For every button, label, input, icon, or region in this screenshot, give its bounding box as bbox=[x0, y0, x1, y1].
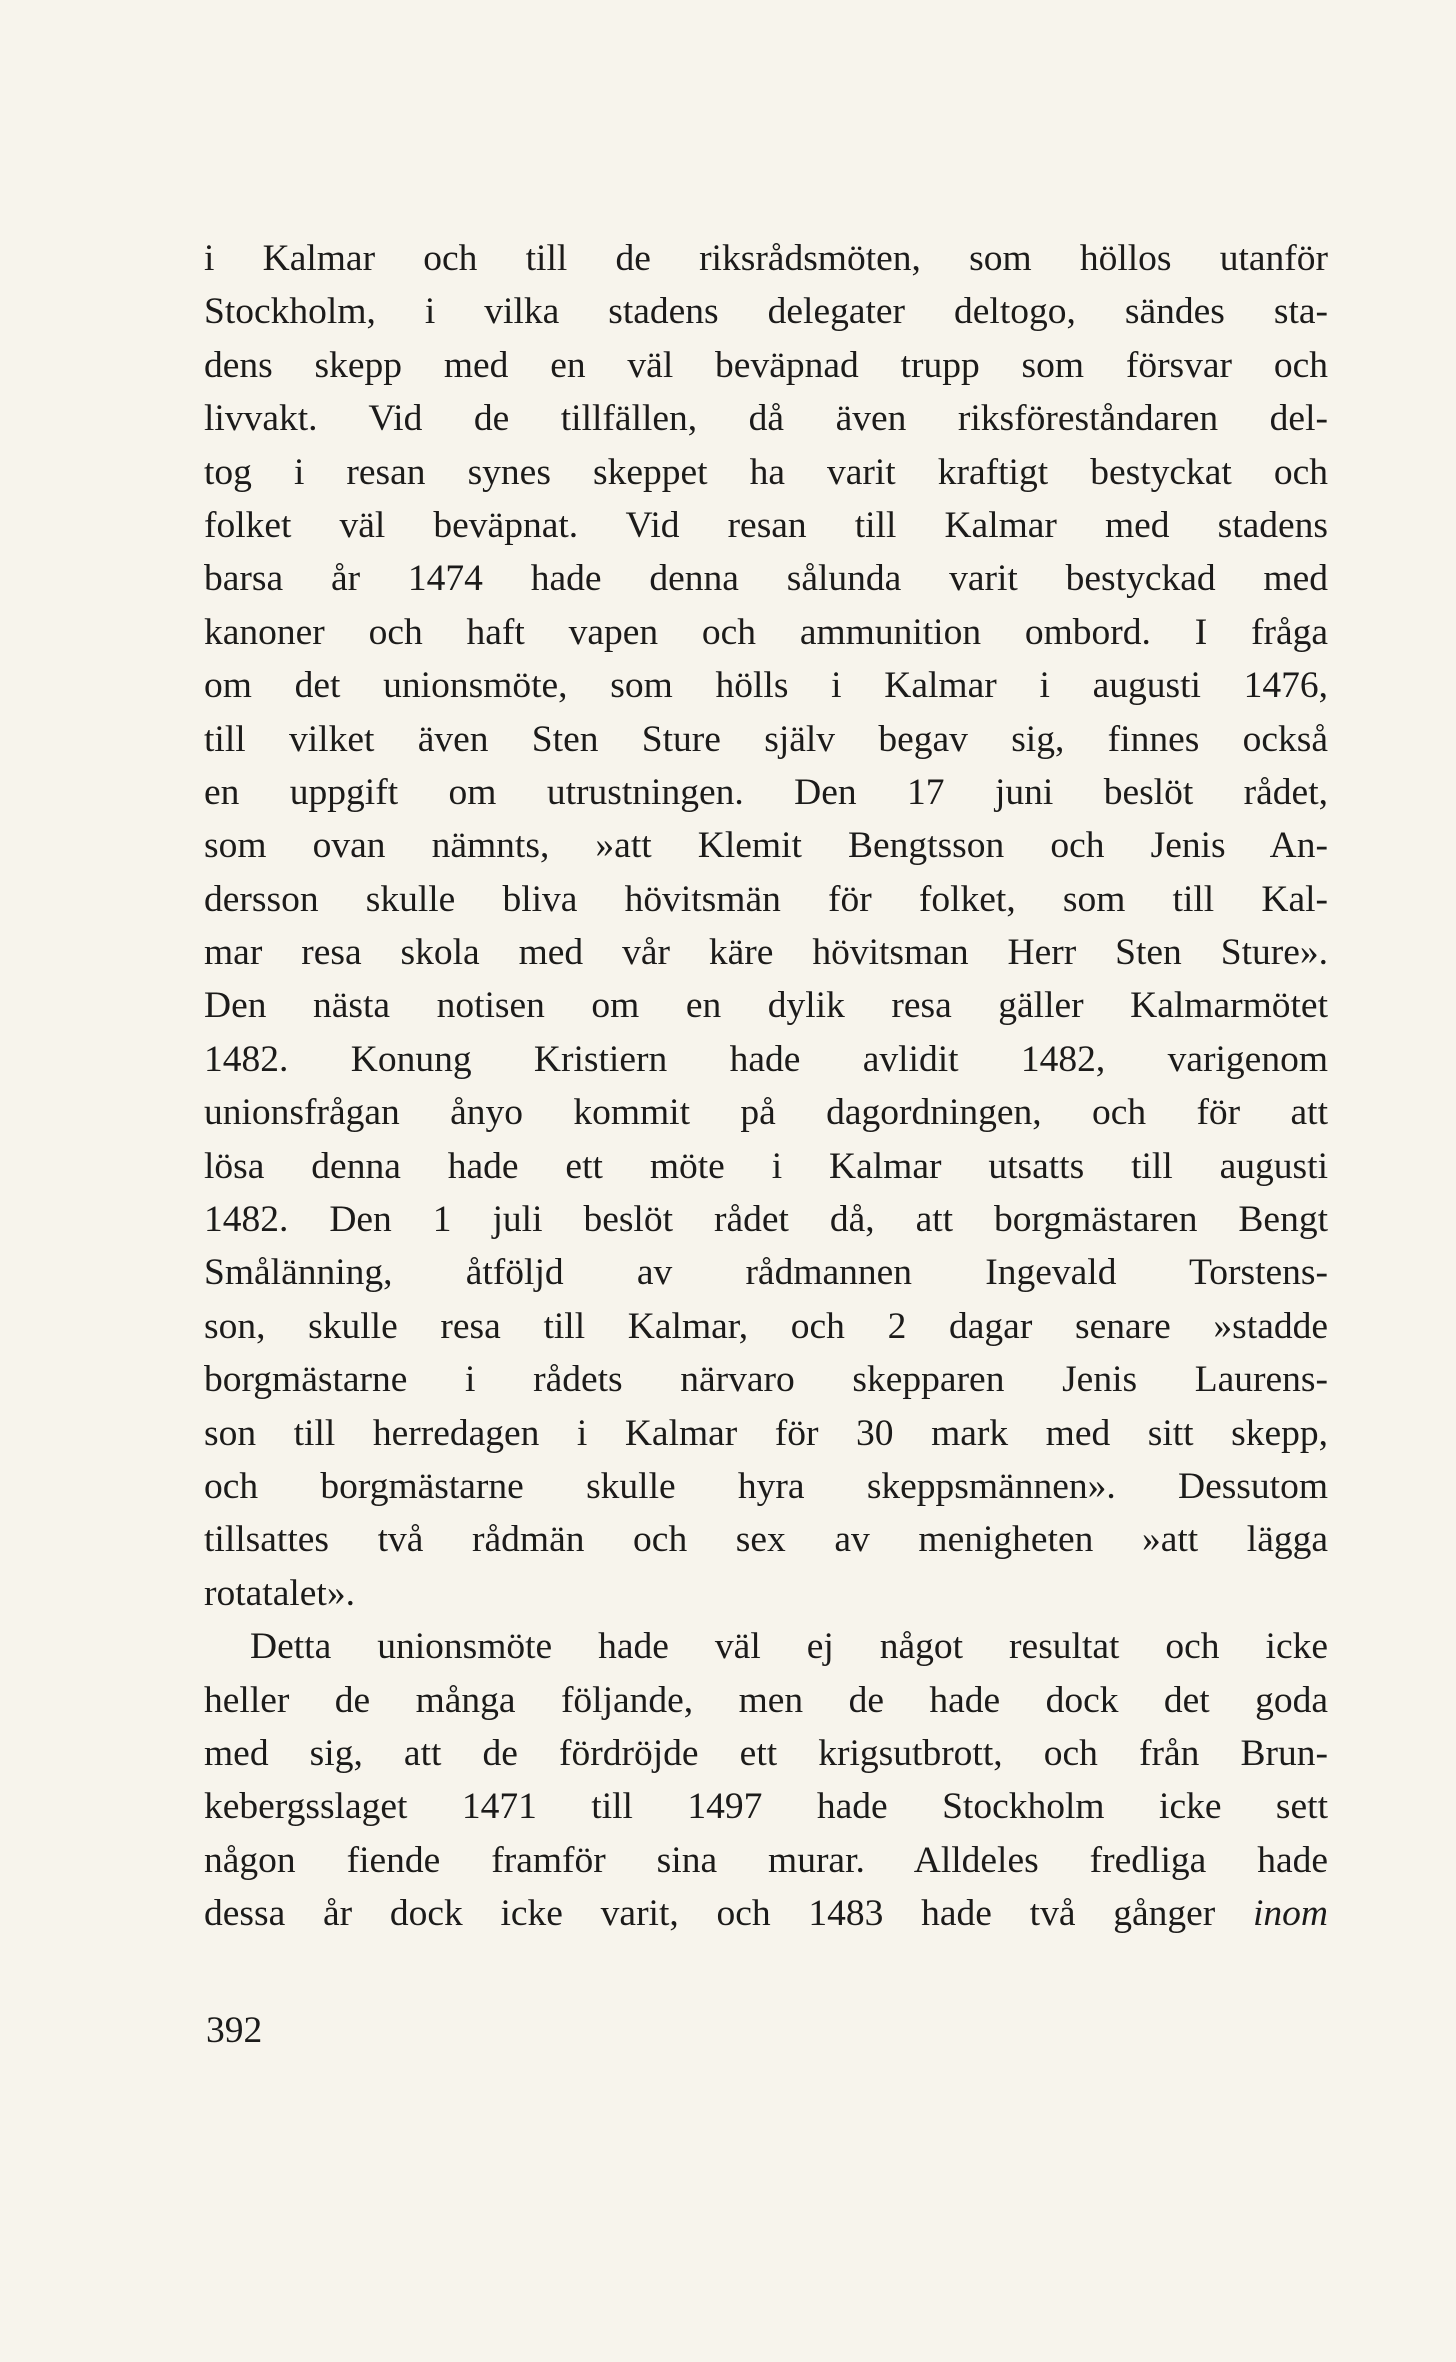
italic-word: inom bbox=[1253, 1893, 1329, 1935]
text-line: Den nästa notisen om en dylik resa gäller Kalmarmötet bbox=[204, 985, 1328, 1027]
text-line-prefix: dessa år dock icke varit, och 1483 hade två gånger bbox=[204, 1893, 1216, 1935]
text-line: barsa år 1474 hade denna sålunda varit bestyckad med bbox=[204, 558, 1328, 600]
text-line: med sig, att de fördröjde ett krigsutbrott, och från Brun- bbox=[204, 1732, 1328, 1774]
text-line: dersson skulle bliva hövitsmän för folket, som till Kal- bbox=[204, 878, 1328, 920]
text-line: om det unionsmöte, som hölls i Kalmar i augusti 1476, bbox=[204, 665, 1328, 707]
text-line: heller de många följande, men de hade dock det goda bbox=[204, 1679, 1328, 1721]
text-line: kanoner och haft vapen och ammunition ombord. I fråga bbox=[204, 611, 1328, 653]
text-line: mar resa skola med vår käre hövitsman Herr Sten Sture». bbox=[204, 932, 1328, 974]
text-line: i Kalmar och till de riksrådsmöten, som höllos utanför bbox=[204, 238, 1328, 279]
text-line: lösa denna hade ett möte i Kalmar utsatts till augusti bbox=[204, 1145, 1328, 1187]
text-line: och borgmästarne skulle hyra skeppsmännen». Dessutom bbox=[204, 1465, 1328, 1507]
text-line: någon fiende framför sina murar. Alldeles fredliga hade bbox=[204, 1839, 1328, 1881]
text-line: 1482. Konung Kristiern hade avlidit 1482, varigenom bbox=[204, 1038, 1328, 1080]
text-line: tog i resan synes skeppet ha varit kraftigt bestyckat och bbox=[204, 451, 1328, 493]
text-line: unionsfrågan ånyo kommit på dagordningen, och för att bbox=[204, 1092, 1328, 1134]
paragraph-1 bbox=[204, 232, 1328, 1620]
text-line: borgmästarne i rådets närvaro skepparen Jenis Laurens- bbox=[204, 1359, 1328, 1401]
text-line: till vilket även Sten Sture själv begav sig, finnes också bbox=[204, 718, 1328, 760]
text-line: folket väl beväpnat. Vid resan till Kalmar med stadens bbox=[204, 504, 1328, 546]
text-line: son till herredagen i Kalmar för 30 mark med sitt skepp, bbox=[204, 1412, 1328, 1454]
paragraph-2 bbox=[204, 1620, 1328, 1940]
page-number: 392 bbox=[206, 2010, 263, 2051]
text-line bbox=[204, 1887, 1328, 1940]
text-line: en uppgift om utrustningen. Den 17 juni beslöt rådet, bbox=[204, 771, 1328, 813]
text-line: Stockholm, i vilka stadens delegater deltogo, sändes sta- bbox=[204, 291, 1328, 333]
text-line: 1482. Den 1 juli beslöt rådet då, att borgmästaren Bengt bbox=[204, 1199, 1328, 1241]
text-line: livvakt. Vid de tillfällen, då även riksföreståndaren del- bbox=[204, 398, 1328, 440]
text-line: dens skepp med en väl beväpnad trupp som försvar och bbox=[204, 344, 1328, 386]
text-line: rotatalet». bbox=[204, 1572, 355, 1614]
text-line: som ovan nämnts, »att Klemit Bengtsson och Jenis An- bbox=[204, 825, 1328, 867]
text-line: Detta unionsmöte hade väl ej något resultat och icke bbox=[250, 1626, 1328, 1668]
body-text bbox=[204, 232, 1328, 1941]
text-line: kebergsslaget 1471 till 1497 hade Stockholm icke sett bbox=[204, 1786, 1328, 1828]
text-line: tillsattes två rådmän och sex av menigheten »att lägga bbox=[204, 1519, 1328, 1561]
text-line: Smålänning, åtföljd av rådmannen Ingevald Torstens- bbox=[204, 1252, 1328, 1294]
text-line: son, skulle resa till Kalmar, och 2 dagar senare »stadde bbox=[204, 1305, 1328, 1347]
